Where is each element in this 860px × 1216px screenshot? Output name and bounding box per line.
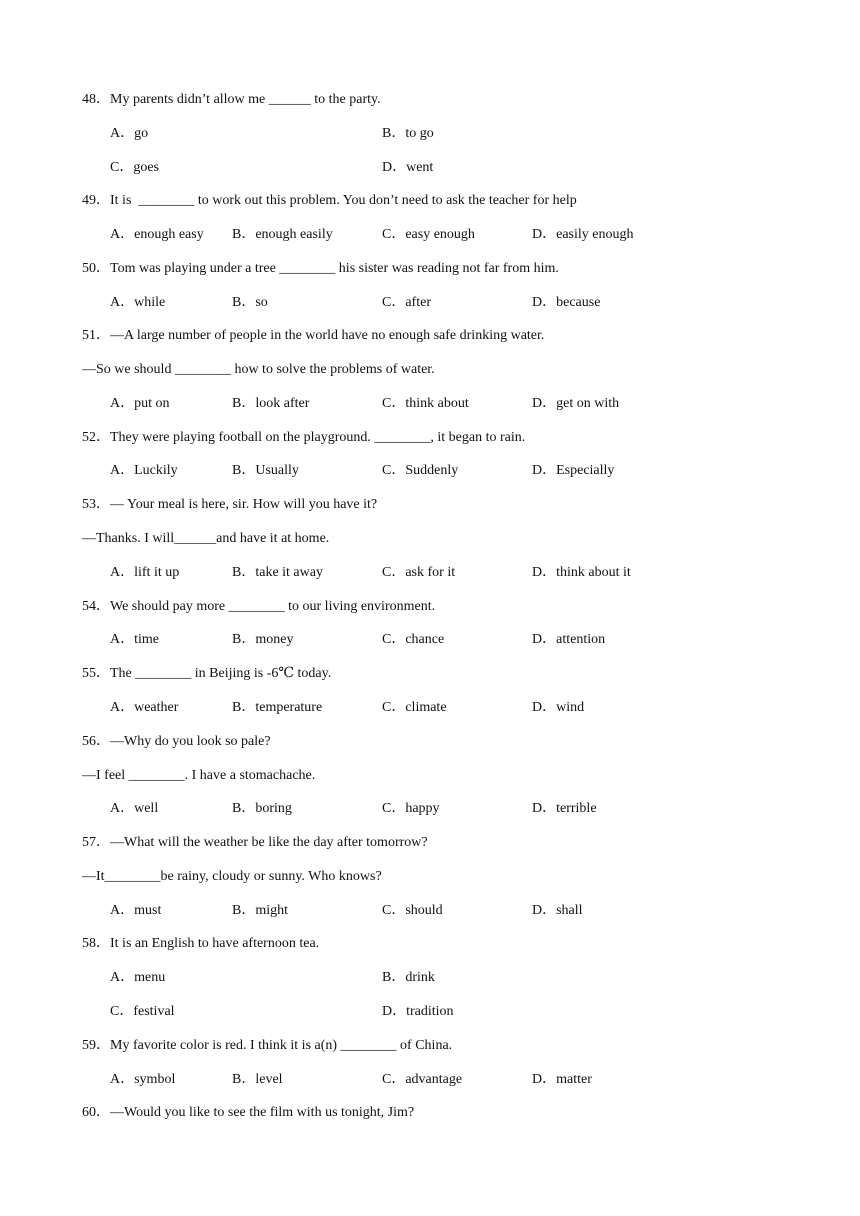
- question-48-options-row-2: [110, 158, 810, 178]
- option-c: C．happy: [382, 801, 440, 816]
- option-c: C．Suddenly: [382, 463, 459, 478]
- option-c: C．ask for it: [382, 565, 456, 580]
- option-d: D．matter: [532, 1072, 592, 1087]
- question-55-options: [110, 698, 810, 718]
- question-48-options-row-1: [110, 124, 810, 144]
- question-50-options: [110, 293, 810, 313]
- question-59-options: [110, 1070, 810, 1090]
- option-d: D．Especially: [532, 463, 615, 478]
- option-b: B．might: [232, 903, 289, 918]
- question-57-stem-reply: —It________be rainy, cloudy or sunny. Who knows?: [82, 869, 382, 884]
- option-b: B．so: [232, 295, 268, 310]
- option-d: D．shall: [532, 903, 583, 918]
- option-b: B．drink: [382, 970, 435, 985]
- option-d: D．tradition: [382, 1004, 454, 1019]
- option-a: A．weather: [110, 700, 179, 715]
- question-53-stem-reply: —Thanks. I will______and have it at home.: [82, 531, 330, 546]
- option-c: C．festival: [110, 1004, 175, 1019]
- question-58-stem: 58．It is an English to have afternoon tea.: [82, 936, 320, 951]
- option-a: A．menu: [110, 970, 166, 985]
- option-d: D．attention: [532, 632, 606, 647]
- option-b: B．level: [232, 1072, 283, 1087]
- question-57-stem: 57．—What will the weather be like the day after tomorrow?: [82, 835, 428, 850]
- option-a: A．Luckily: [110, 463, 178, 478]
- option-c: C．after: [382, 295, 431, 310]
- question-57-options: [110, 901, 810, 921]
- option-c: C．should: [382, 903, 443, 918]
- question-58-options-row-2: [110, 1002, 810, 1022]
- option-d: D．went: [382, 160, 434, 175]
- option-a: A．while: [110, 295, 166, 310]
- question-56-stem: 56．—Why do you look so pale?: [82, 734, 271, 749]
- question-48-stem: 48．My parents didn’t allow me ______ to the party.: [82, 92, 381, 107]
- question-49-options: [110, 225, 810, 245]
- option-c: C．chance: [382, 632, 445, 647]
- option-c: C．goes: [110, 160, 159, 175]
- question-56-stem-reply: —I feel ________. I have a stomachache.: [82, 768, 316, 783]
- option-a: A．symbol: [110, 1072, 176, 1087]
- option-b: B．temperature: [232, 700, 323, 715]
- option-b: B．Usually: [232, 463, 299, 478]
- option-b: B．look after: [232, 396, 310, 411]
- option-a: A．well: [110, 801, 159, 816]
- question-53-options: [110, 563, 810, 583]
- option-c: C．think about: [382, 396, 469, 411]
- question-51-stem: 51．—A large number of people in the world have no enough safe drinking water.: [82, 328, 545, 343]
- question-55-stem: 55．The ________ in Beijing is -6℃ today.: [82, 666, 332, 681]
- option-a: A．time: [110, 632, 159, 647]
- question-53-stem: 53．— Your meal is here, sir. How will you have it?: [82, 497, 378, 512]
- question-54-options: [110, 630, 810, 650]
- question-49-stem: 49．It is ________ to work out this problem. You don’t need to ask the teacher for help: [82, 193, 577, 208]
- question-51-stem-reply: —So we should ________ how to solve the problems of water.: [82, 362, 435, 377]
- option-d: D．think about it: [532, 565, 631, 580]
- option-b: B．money: [232, 632, 294, 647]
- option-d: D．because: [532, 295, 601, 310]
- option-d: D．easily enough: [532, 227, 634, 242]
- option-a: A．put on: [110, 396, 170, 411]
- option-a: A．must: [110, 903, 162, 918]
- question-50-stem: 50．Tom was playing under a tree ________ his sister was reading not far from him.: [82, 261, 559, 276]
- option-d: D．get on with: [532, 396, 620, 411]
- option-d: D．terrible: [532, 801, 597, 816]
- option-c: C．easy enough: [382, 227, 475, 242]
- question-59-stem: 59．My favorite color is red. I think it is a(n) ________ of China.: [82, 1038, 453, 1053]
- option-a: A．lift it up: [110, 565, 180, 580]
- question-58-options-row-1: [110, 968, 810, 988]
- question-60-stem: 60．—Would you like to see the film with us tonight, Jim?: [82, 1105, 415, 1120]
- option-b: B．to go: [382, 126, 434, 141]
- question-54-stem: 54．We should pay more ________ to our living environment.: [82, 599, 436, 614]
- question-52-stem: 52．They were playing football on the playground. ________, it began to rain.: [82, 430, 526, 445]
- option-b: B．take it away: [232, 565, 323, 580]
- option-b: B．boring: [232, 801, 292, 816]
- option-b: B．enough easily: [232, 227, 333, 242]
- question-51-options: [110, 394, 810, 414]
- option-c: C．climate: [382, 700, 447, 715]
- question-52-options: [110, 461, 810, 481]
- option-a: A．enough easy: [110, 227, 204, 242]
- option-a: A．go: [110, 126, 149, 141]
- question-56-options: [110, 799, 810, 819]
- option-d: D．wind: [532, 700, 585, 715]
- option-c: C．advantage: [382, 1072, 463, 1087]
